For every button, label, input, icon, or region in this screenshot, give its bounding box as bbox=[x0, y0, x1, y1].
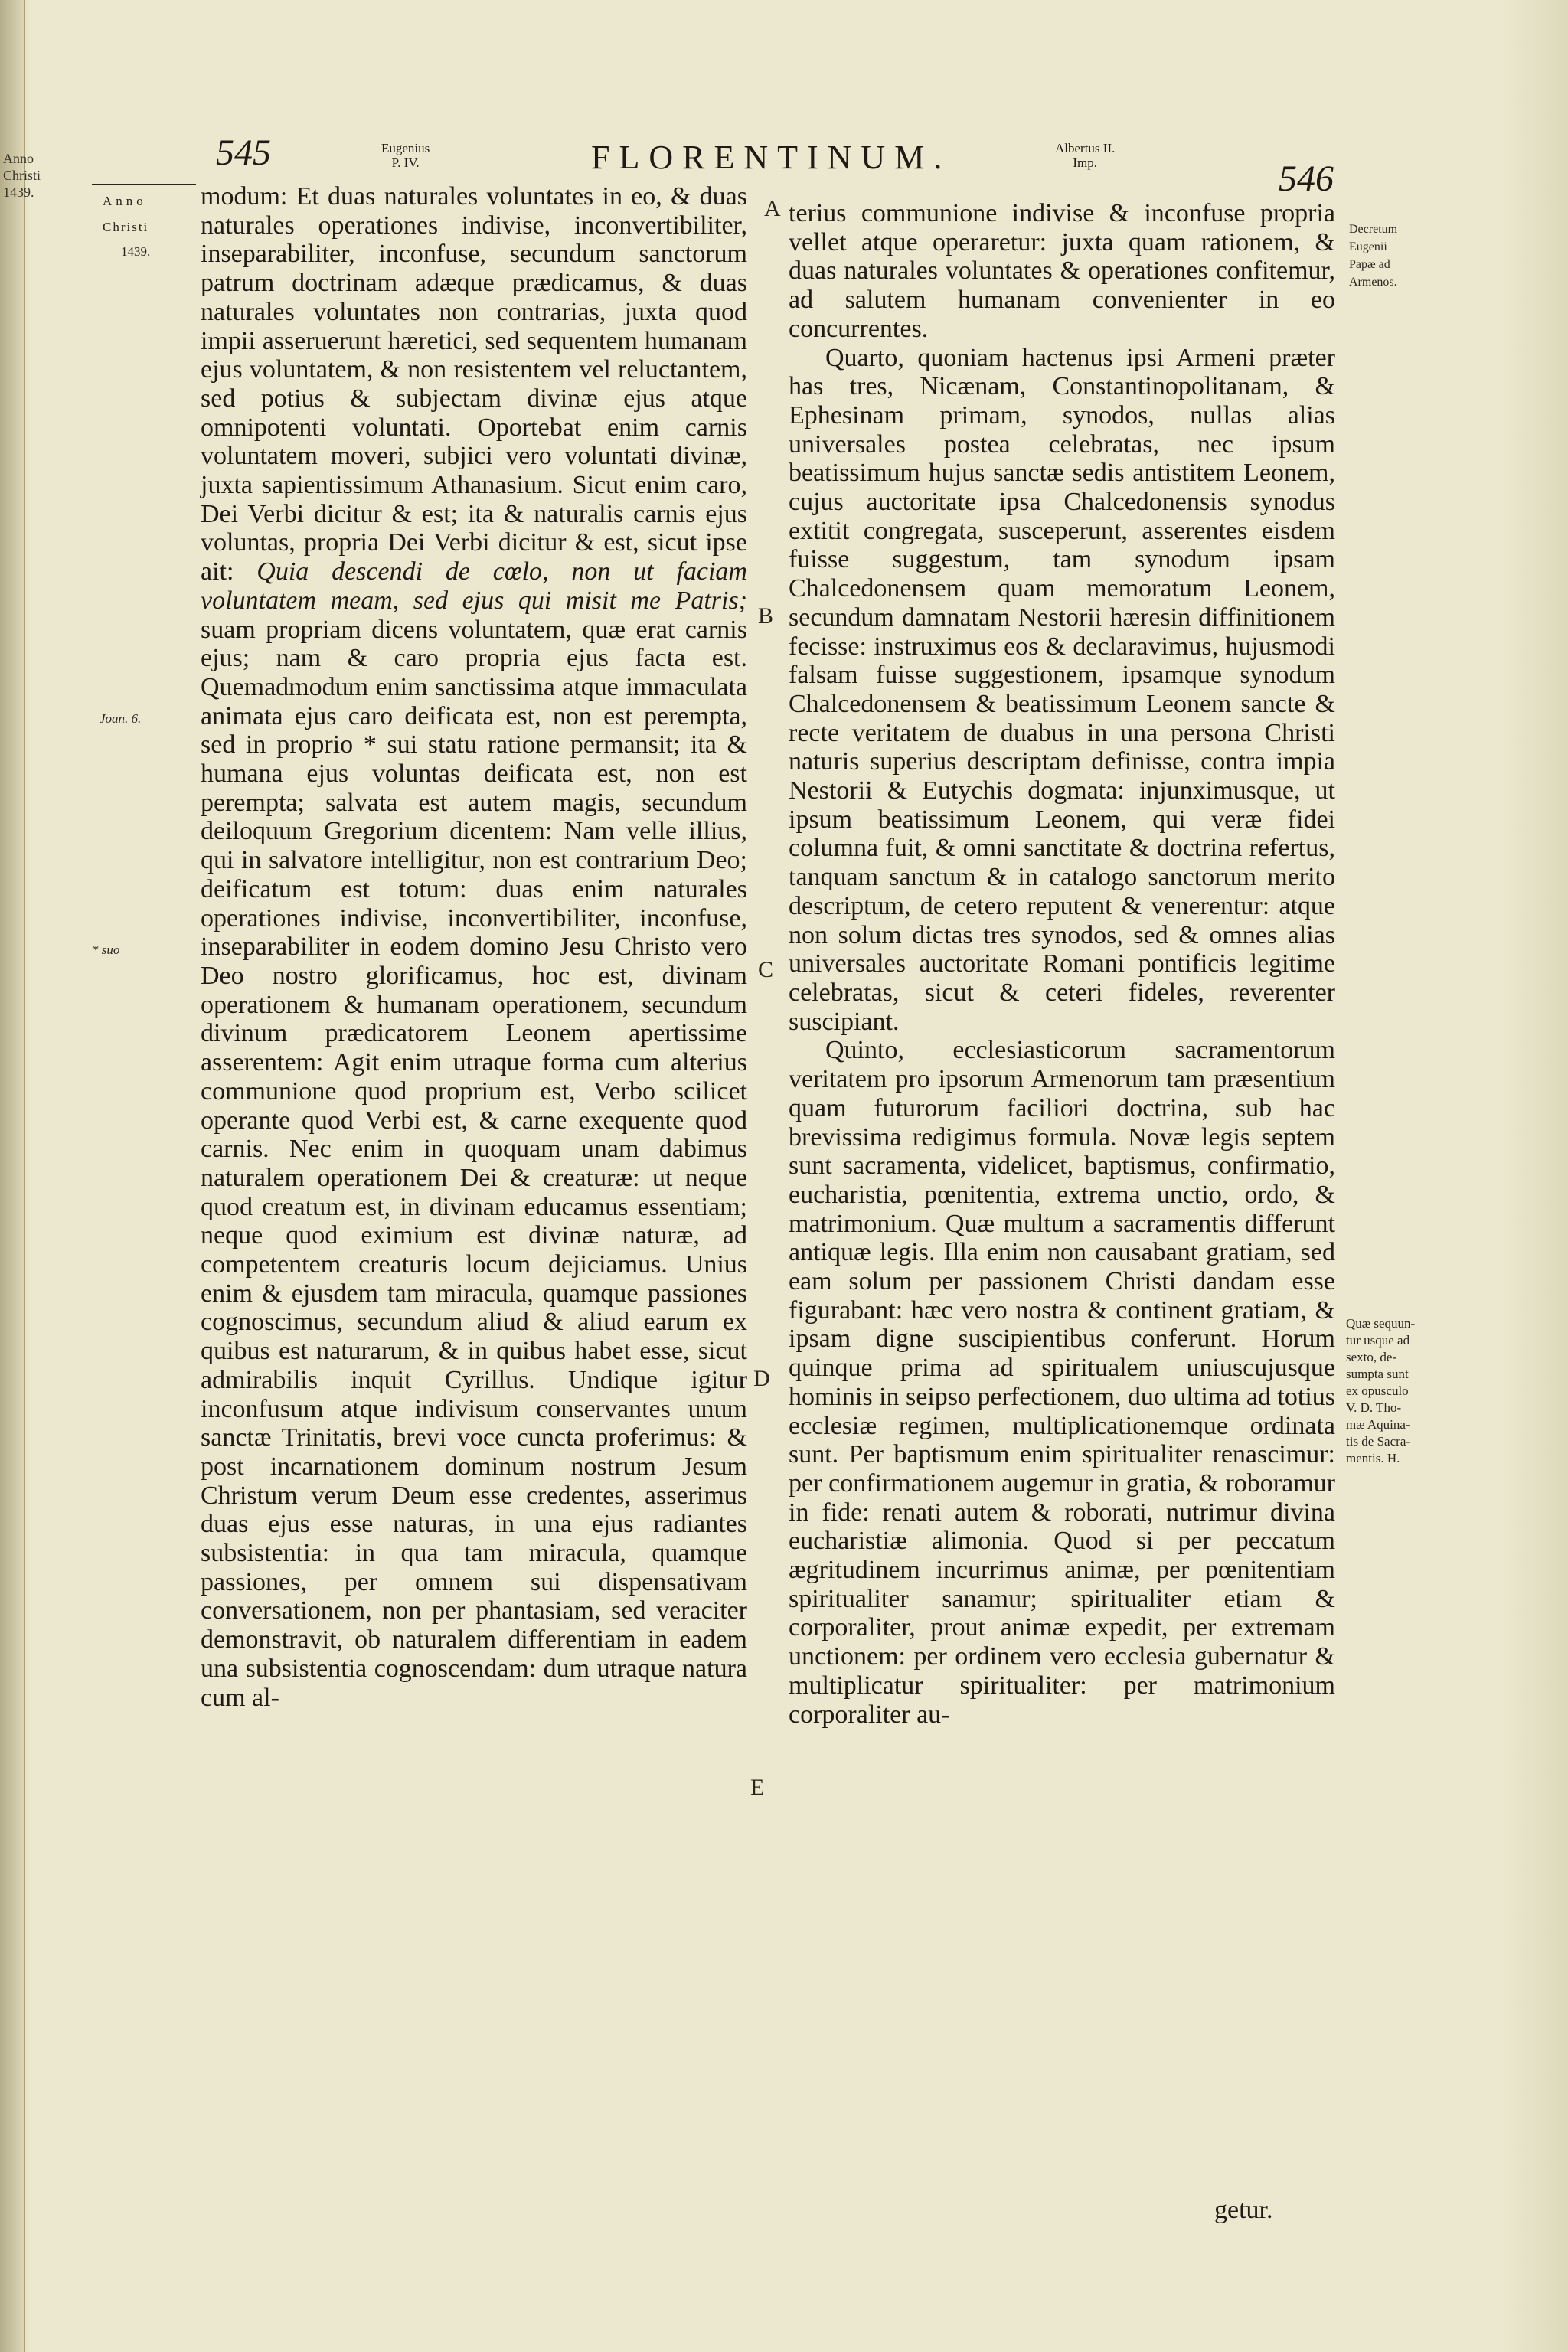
section-letter-d: D bbox=[753, 1366, 770, 1391]
catchword: getur. bbox=[1214, 2196, 1273, 2224]
section-letter-b: B bbox=[758, 603, 774, 629]
margin-anno: Anno bbox=[103, 194, 147, 208]
right-column-paragraph-quarto: Quarto, quoniam hactenus ipsi Armeni præter has tres, Nicænam, Constantinopolitanam, & Ephesinam primam, synodos, nullas alias universales postea celebratas, nec ipsum beatissimum hujus sanctæ sedis antistitem Leonem, cujus auctoritate ipsa Chalcedonensis synodus extitit congregata, susceperunt, asserentes eisdem fuisse suggestum, tam synodum ipsam Chalcedonensem quam memoratum Leonem, secundum damnatam Nestorii hæresin diffinitionem fecisse: instruximus eos & declaravimus, hujusmodi falsam fuisse suggestionem, ipsamque synodum Chalcedonensem & beatissimum Leonem sancte & recte veritatem de duabus in una persona Christi naturis superius descriptam definisse, contra impia Nestorii & Eutychis dogmata: injunximusque, ut ipsum beatissimum Leonem, qui veræ fidei columna fuit, & omni sanctitate & doctrina refertus, tanquam sanctum & in catalogo sanctorum merito descriptum, de cetero reputent & venerentur: atque non solum dictas tres synodos, sed & omnes alias universales auctoritate Romani pontificis legitime celebratas, sicut & ceteri fideles, reverenter suscipiant. bbox=[789, 343, 1335, 1036]
left-text-column bbox=[201, 182, 747, 1712]
running-head-left: Eugenius P. IV. bbox=[381, 141, 430, 170]
section-letter-e: E bbox=[750, 1775, 765, 1800]
margin-joan-reference: Joan. 6. bbox=[100, 711, 142, 726]
left-column-paragraph bbox=[201, 182, 747, 1712]
margin-year: 1439. bbox=[121, 244, 151, 259]
section-letter-c: C bbox=[758, 957, 774, 982]
previous-page-edge bbox=[0, 0, 41, 2352]
right-text-column bbox=[789, 199, 1335, 1729]
margin-decretum: Decretum Eugenii Papæ ad Armenos. bbox=[1349, 223, 1398, 289]
margin-suo-note: * suo bbox=[92, 942, 120, 957]
right-column-paragraph-1: terius communione indivise & inconfuse propria vellet atque operaretur: juxta quam rationem, & duas naturales voluntates & operationes confitemur, ad salutem humanam convenienter in eo concurrentes. bbox=[789, 199, 1335, 343]
page-number-left: 545 bbox=[216, 132, 271, 173]
left-column-text-1: modum: Et duas naturales voluntates in eo, & duas naturales operationes indivise, inconvertibiliter, inseparabiliter, inconfuse, secundum sanctorum patrum doctrinam adæque prædicamus, & duas naturales voluntates non contrarias, juxta quod impii asseruerunt hæretici, sed sequentem humanam ejus voluntatem, & non resistentem vel reluctantem, sed potius & subjectam divinæ ejus atque omnipotenti voluntati. Oportebat enim carnis voluntatem moveri, subjici vero voluntati divinæ, juxta sapientissimum Athanasium. Sicut enim caro, Dei Verbi dicitur & est; ita & naturalis carnis ejus voluntas, propria Dei Verbi dicitur & est, sicut ipse ait: bbox=[201, 182, 747, 586]
anno-rule bbox=[92, 184, 196, 185]
left-column-text-2: suam propriam dicens voluntatem, quæ erat carnis ejus; nam & caro propria ejus facta est. Quemadmodum enim sanctissima atque immaculata animata ejus caro deificata est, non est perempta, sed in proprio * sui statu ratione permansit; ita & humana ejus voluntas deificata est, non est perempta; salvata est autem magis, secundum deiloquum Gregorium dicentem: Nam velle illius, qui in salvatore intelligitur, non est contrarium Deo; deificatum est totum: duas enim naturales operationes indivise, inconvertibiliter, inconfuse, inseparabiliter in eodem domino Jesu Christo vero Deo nostro glorificamus, hoc est, divinam operationem & humanam operationem, secundum divinum prædicatorem Leonem apertissime asserentem: Agit enim utraque forma cum alterius communione quod proprium est, Verbo scilicet operante quod Verbi est, & carne exequente quod carnis. Nec enim in quoquam unam dabimus naturalem operationem Dei & creaturæ: ut neque quod creatum est, in divinam educamus essentiam; neque quod eximium est divinæ naturæ, ad competentem creaturis locum dejiciamus. Unius enim & ejusdem tam miracula, quamque passiones cognoscimus, secundum aliud & aliud earum ex quibus est naturarum, & in quibus habet esse, sicut admirabilis inquit Cyrillus. Undique igitur inconfusum atque indivisum conservantes unum sanctæ Trinitatis, brevi voce cuncta proferimus: & post incarnationem dominum nostrum Jesum Christum verum Deum esse credentes, asserimus duas ejus esse naturas, in una ejus radiantes subsistentia: in qua tam miracula, quamque passiones, per omnem sui dispensativam conversationem, non per phantasiam, sed veraciter demonstravit, ob naturalem differentiam in eadem una subsistentia cognoscendam: dum utraque natura cum al- bbox=[201, 615, 747, 1712]
previous-page-fragment: Anno Christi 1439. bbox=[3, 151, 41, 200]
section-letter-a: A bbox=[764, 196, 781, 221]
running-head-right: Albertus II. Imp. bbox=[1055, 141, 1116, 170]
scripture-quote: Quia descendi de cœlo, non ut faciam voluntatem meam, sed ejus qui misit me Patris; bbox=[201, 557, 747, 615]
margin-thomas-aquinas-note: Quæ sequun- tur usque ad sexto, de- sumpta sunt ex opusculo V. D. Tho- mæ Aquina- tis de Sacra- mentis. H. bbox=[1346, 1316, 1416, 1465]
right-column-paragraph-quinto: Quinto, ecclesiasticorum sacramentorum veritatem pro ipsorum Armenorum tam præsentium quam futurorum faciliori doctrina, sub hac brevissima redigimus formula. Novæ legis septem sunt sacramenta, videlicet, baptismus, confirmatio, eucharistia, pœnitentia, extrema unctio, ordo, & matrimonium. Quæ multum a sacramentis differunt antiquæ legis. Illa enim non causabant gratiam, sed eam solum per passionem Christi dandam esse figurabant: hæc vero nostra & continent gratiam, & ipsam digne suscipientibus conferunt. Horum quinque prima ad spiritualem uniuscujusque hominis in seipso perfectionem, duo ultima ad totius ecclesiæ regimen, multiplicationemque ordinata sunt. Per baptismum enim spiritualiter renascimur: per confirmationem augemur in gratia, & roboramur in fide: renati autem & roborati, nutrimur divina eucharistiæ alimonia. Quod si per peccatum ægritudinem incurrimus animæ, per pœnitentiam spiritualiter sanamur; spiritualiter etiam & corporaliter, prout animæ expedit, per extremam unctionem: per ordinem vero ecclesia gubernatur & multiplicatur spiritualiter: per matrimonium corporaliter au- bbox=[789, 1036, 1335, 1729]
margin-christi: Christi bbox=[103, 220, 149, 234]
running-title: FLORENTINUM. bbox=[591, 139, 952, 176]
page-number-right: 546 bbox=[1279, 158, 1334, 199]
